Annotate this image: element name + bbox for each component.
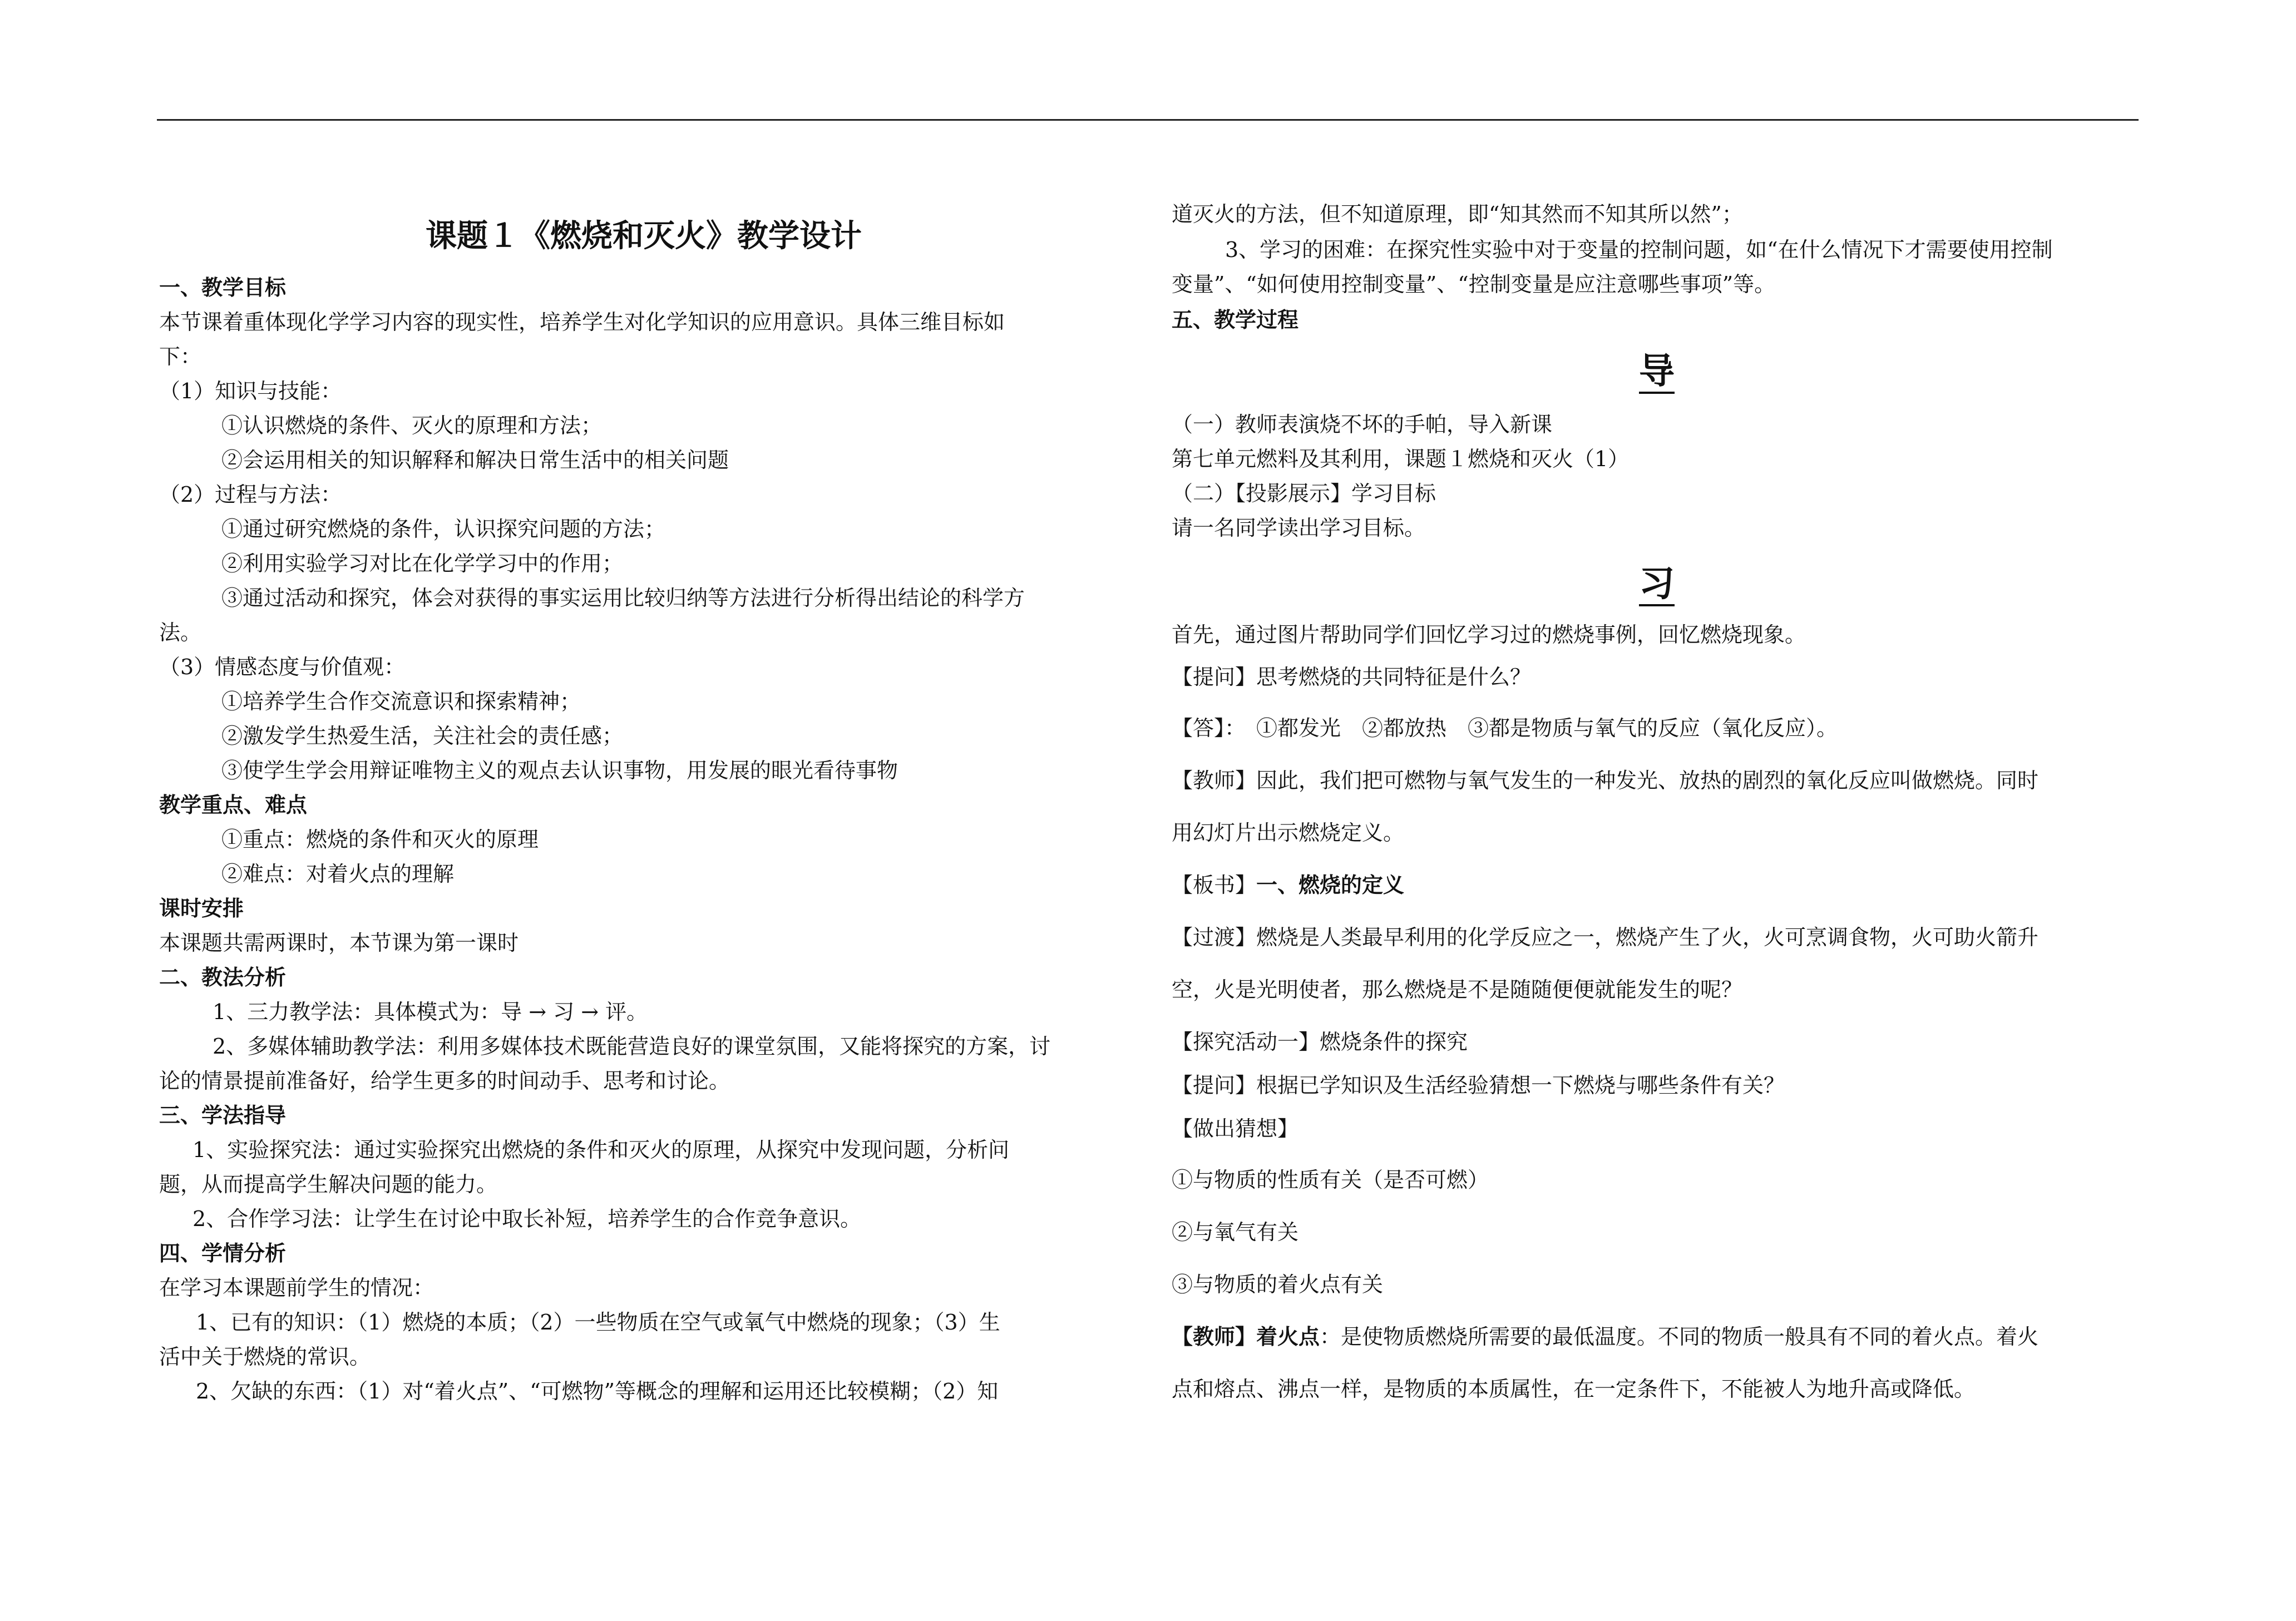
list-item: ②会运用相关的知识解释和解决日常生活中的相关问题 — [221, 448, 729, 472]
list-item-continued: 法。 — [159, 620, 202, 645]
hypothesis-item: ①与物质的性质有关（是否可燃） — [1172, 1168, 1489, 1192]
paragraph: 请一名同学读出学习目标。 — [1172, 516, 1426, 540]
teacher-line-continued: 点和熔点、沸点一样，是物质的本质属性，在一定条件下，不能被人为地升高或降低。 — [1172, 1377, 1976, 1401]
section-heading-teaching-process: 五、教学过程 — [1172, 307, 1299, 332]
paragraph: 本课题共需两课时，本节课为第一课时 — [159, 931, 519, 955]
list-item-continued: 变量”、“如何使用控制变量”、“控制变量是应注意哪些事项”等。 — [1172, 272, 1776, 296]
list-item: ③使学生学会用辩证唯物主义的观点去认识事物，用发展的眼光看待事物 — [221, 758, 898, 783]
paragraph: 第七单元燃料及其利用，课题１燃烧和灭火（1） — [1172, 447, 1630, 471]
list-item: ①重点：燃烧的条件和灭火的原理 — [221, 827, 539, 852]
paragraph: （一）教师表演烧不坏的手帕，导入新课 — [1172, 412, 1553, 437]
list-item: 3、学习的困难：在探究性实验中对于变量的控制问题，如“在什么情况下才需要使用控制 — [1225, 238, 2053, 262]
paragraph-continued: 道灭火的方法，但不知道原理，即“知其然而不知其所以然”； — [1172, 202, 1743, 226]
section-heading-schedule: 课时安排 — [159, 896, 244, 921]
sub-heading-process: （2）过程与方法： — [159, 482, 342, 507]
list-item: ②难点：对着火点的理解 — [221, 862, 455, 886]
activity-line: 【探究活动一】燃烧条件的探究 — [1172, 1030, 1468, 1054]
section-heading-teaching-goals: 一、教学目标 — [159, 275, 287, 300]
paragraph: 首先，通过图片帮助同学们回忆学习过的燃烧事例，回忆燃烧现象。 — [1172, 622, 1806, 647]
sub-heading-emotion: （3）情感态度与价值观： — [159, 655, 406, 679]
paragraph: 在学习本课题前学生的情况： — [159, 1276, 434, 1300]
list-item-continued: 论的情景提前准备好，给学生更多的时间动手、思考和讨论。 — [159, 1069, 730, 1093]
transition-line-continued: 空，火是光明使者，那么燃烧是不是随随便便就能发生的呢？ — [1172, 977, 1743, 1002]
list-item: 1、实验探究法：通过实验探究出燃烧的条件和灭火的原理，从探究中发现问题，分析问 — [192, 1138, 1010, 1162]
hypothesis-heading: 【做出猜想】 — [1172, 1116, 1299, 1141]
term-ignition-point: 着火点 — [1256, 1324, 1320, 1349]
page-title: 课题１《燃烧和灭火》教学设计 — [426, 218, 862, 254]
section-heading-student-analysis: 四、学情分析 — [159, 1241, 287, 1266]
list-item: 2、多媒体辅助教学法：利用多媒体技术既能营造良好的课堂氛围，又能将探究的方案，讨 — [213, 1034, 1051, 1059]
list-item: ②利用实验学习对比在化学学习中的作用； — [221, 551, 624, 576]
list-item: ①培养学生合作交流意识和探索精神； — [221, 689, 581, 714]
list-item: 1、三力教学法：具体模式为：导 → 习 → 评。 — [213, 1000, 648, 1024]
question-line: 【提问】思考燃烧的共同特征是什么？ — [1172, 665, 1532, 689]
section-heading-methods: 二、教法分析 — [159, 965, 287, 990]
transition-line: 【过渡】燃烧是人类最早利用的化学反应之一，燃烧产生了火，火可烹调食物，火可助火箭升 — [1172, 925, 2039, 950]
hypothesis-item: ②与氧气有关 — [1172, 1220, 1299, 1244]
list-item: ③通过活动和探究，体会对获得的事实运用比较归纳等方法进行分析得出结论的科学方 — [221, 586, 1025, 610]
section-heading-study-guide: 三、学法指导 — [159, 1103, 287, 1128]
header-rule — [157, 119, 2139, 121]
teacher-line — [1172, 1319, 2142, 1354]
paragraph: 下： — [159, 344, 202, 369]
list-item: ①通过研究燃烧的条件，认识探究问题的方法； — [221, 517, 666, 541]
blackboard-line — [1172, 868, 2142, 902]
sub-heading-knowledge: （1）知识与技能： — [159, 379, 342, 403]
list-item-continued: 题，从而提高学生解决问题的能力。 — [159, 1172, 498, 1197]
list-item: ①认识燃烧的条件、灭火的原理和方法； — [221, 413, 603, 438]
section-heading-key-points: 教学重点、难点 — [159, 792, 308, 817]
hypothesis-item: ③与物质的着火点有关 — [1172, 1272, 1384, 1297]
paragraph: 本节课着重体现化学学习内容的现实性，培养学生对化学知识的应用意识。具体三维目标如 — [159, 310, 1005, 334]
tag-label: 【教师】 — [1172, 1324, 1257, 1349]
list-item: ②激发学生热爱生活，关注社会的责任感； — [221, 724, 624, 748]
list-item: 1、已有的知识：（1）燃烧的本质；（2）一些物质在空气或氧气中燃烧的现象；（3）生 — [196, 1310, 1000, 1335]
paragraph: （二）【投影展示】学习目标 — [1172, 481, 1436, 506]
list-item-continued: 活中关于燃烧的常识。 — [159, 1345, 371, 1369]
list-item: 2、合作学习法：让学生在讨论中取长补短，培养学生的合作竞争意识。 — [192, 1207, 862, 1231]
tag-label: 【板书】 — [1172, 873, 1257, 897]
teacher-line-continued: 用幻灯片出示燃烧定义。 — [1172, 821, 1405, 845]
teacher-line: 【教师】因此，我们把可燃物与氧气发生的一种发光、放热的剧烈的氧化反应叫做燃烧。同时 — [1172, 768, 2039, 793]
list-item: 2、欠缺的东西：（1）对“着火点”、“可燃物”等概念的理解和运用还比较模糊；（2）知 — [196, 1379, 999, 1403]
stage-heading-practice: 习 — [1172, 562, 2142, 606]
answer-line: 【答】： ①都发光 ②都放热 ③都是物质与氧气的反应（氧化反应）。 — [1172, 716, 1838, 740]
stage-heading-guide: 导 — [1172, 349, 2142, 394]
question-line: 【提问】根据已学知识及生活经验猜想一下燃烧与哪些条件有关？ — [1172, 1073, 1785, 1098]
blackboard-text: 一、燃烧的定义 — [1256, 872, 1405, 897]
definition-text: ：是使物质燃烧所需要的最低温度。不同的物质一般具有不同的着火点。着火 — [1320, 1325, 2039, 1349]
